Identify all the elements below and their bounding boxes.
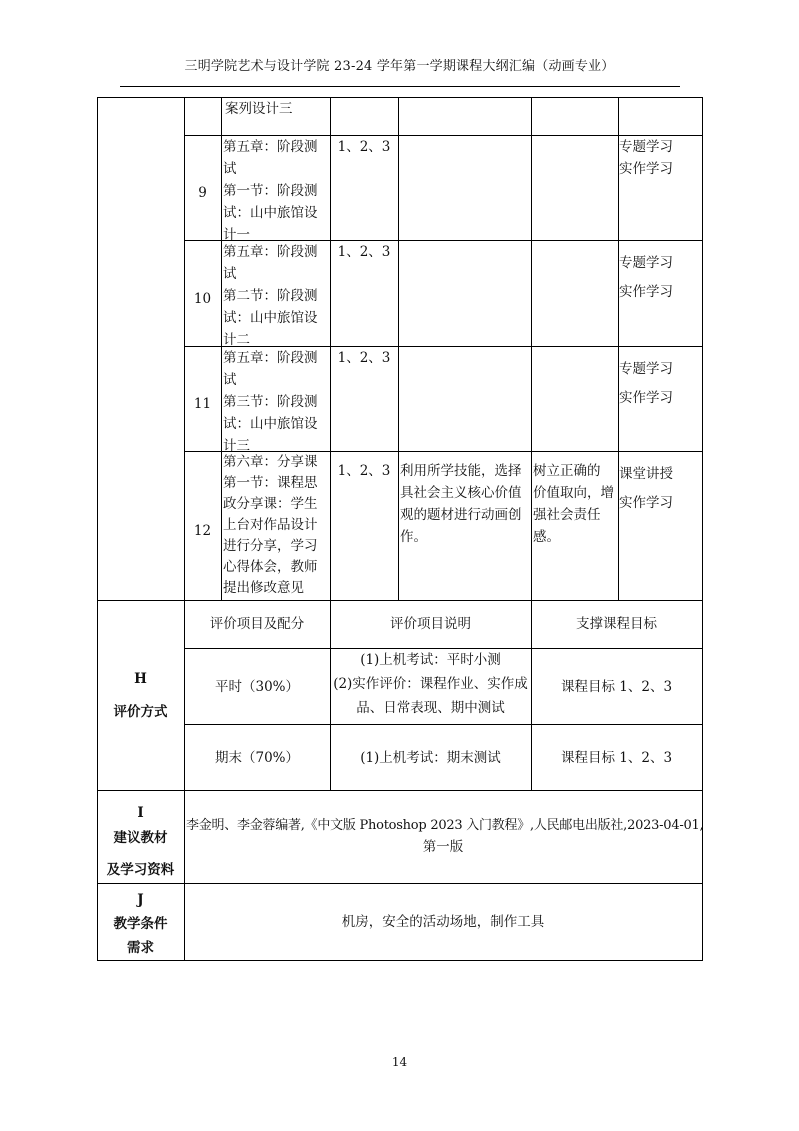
description-cell: 利用所学技能，选择 具社会主义核心价值 观的题材进行动画创 作。 (400, 463, 522, 545)
ideology-cell: 树立正确的 价值取向，增 强社会责任 感。 (533, 463, 614, 545)
evaluation-code: H (134, 671, 147, 687)
evaluation-label: 评价方式 (113, 704, 168, 720)
goals-cell: 1、2、3 (337, 139, 391, 155)
eval-description: (1)上机考试：期末测试 (360, 750, 501, 766)
materials-text-continued: 第一版 (422, 839, 464, 855)
page-number: 14 (391, 1055, 408, 1069)
page-header: 三明学院艺术与设计学院 23-24 学年第一学期课程大纲汇编（动画专业） (184, 59, 615, 74)
method-cell: 专题学习 实作学习 (619, 255, 673, 300)
eval-header-goal: 支撑课程目标 (576, 616, 657, 632)
method-cell: 课堂讲授 实作学习 (619, 466, 673, 511)
eval-item: 期末（70%） (214, 750, 299, 766)
week-number: 11 (193, 396, 212, 412)
topic-cell: 第五章：阶段测 试 第三节：阶段测 试：山中旅馆设 计三 (223, 350, 318, 454)
method-cell: 专题学习 实作学习 (619, 139, 673, 177)
materials-code: I (137, 805, 144, 821)
conditions-text: 机房，安全的活动场地，制作工具 (341, 914, 545, 930)
method-cell: 专题学习 实作学习 (619, 361, 673, 406)
materials-label-line2: 及学习资料 (106, 862, 175, 878)
week-number: 10 (193, 291, 212, 307)
eval-item: 平时（30%） (214, 679, 299, 695)
eval-description: (1)上机考试：平时小测 (2)实作评价：课程作业、实作成 品、日常表现、期中测试 (333, 652, 528, 716)
goals-cell: 1、2、3 (337, 244, 391, 260)
conditions-label-line1: 教学条件 (113, 916, 168, 932)
eval-header-description: 评价项目说明 (390, 616, 471, 632)
topic-cell: 第六章：分享课 第一节：课程思 政分享课：学生 上台对作品设计 进行分享，学习 心得体会，教师 提出修改意见 (223, 454, 318, 596)
eval-header-item: 评价项目及配分 (209, 616, 305, 632)
week-number: 9 (198, 185, 207, 201)
eval-goal: 课程目标 1、2、3 (560, 750, 673, 766)
header-rule (120, 86, 680, 87)
topic-cell: 第五章：阶段测 试 第一节：阶段测 试：山中旅馆设 计一 (223, 139, 318, 243)
week-number: 12 (193, 523, 212, 539)
topic-cell: 案列设计三 (225, 101, 293, 117)
materials-label-line1: 建议教材 (113, 830, 168, 846)
topic-cell: 第五章：阶段测 试 第二节：阶段测 试：山中旅馆设 计二 (223, 244, 318, 348)
goals-cell: 1、2、3 (337, 463, 391, 479)
conditions-code: J (137, 892, 144, 908)
conditions-label-line2: 需求 (127, 940, 154, 956)
materials-text: 李金明、李金蓉编著,《中文版 Photoshop 2023 入门教程》,人民邮电出版社,2023-04-01, (186, 818, 704, 833)
eval-goal: 课程目标 1、2、3 (560, 679, 673, 695)
goals-cell: 1、2、3 (337, 350, 391, 366)
